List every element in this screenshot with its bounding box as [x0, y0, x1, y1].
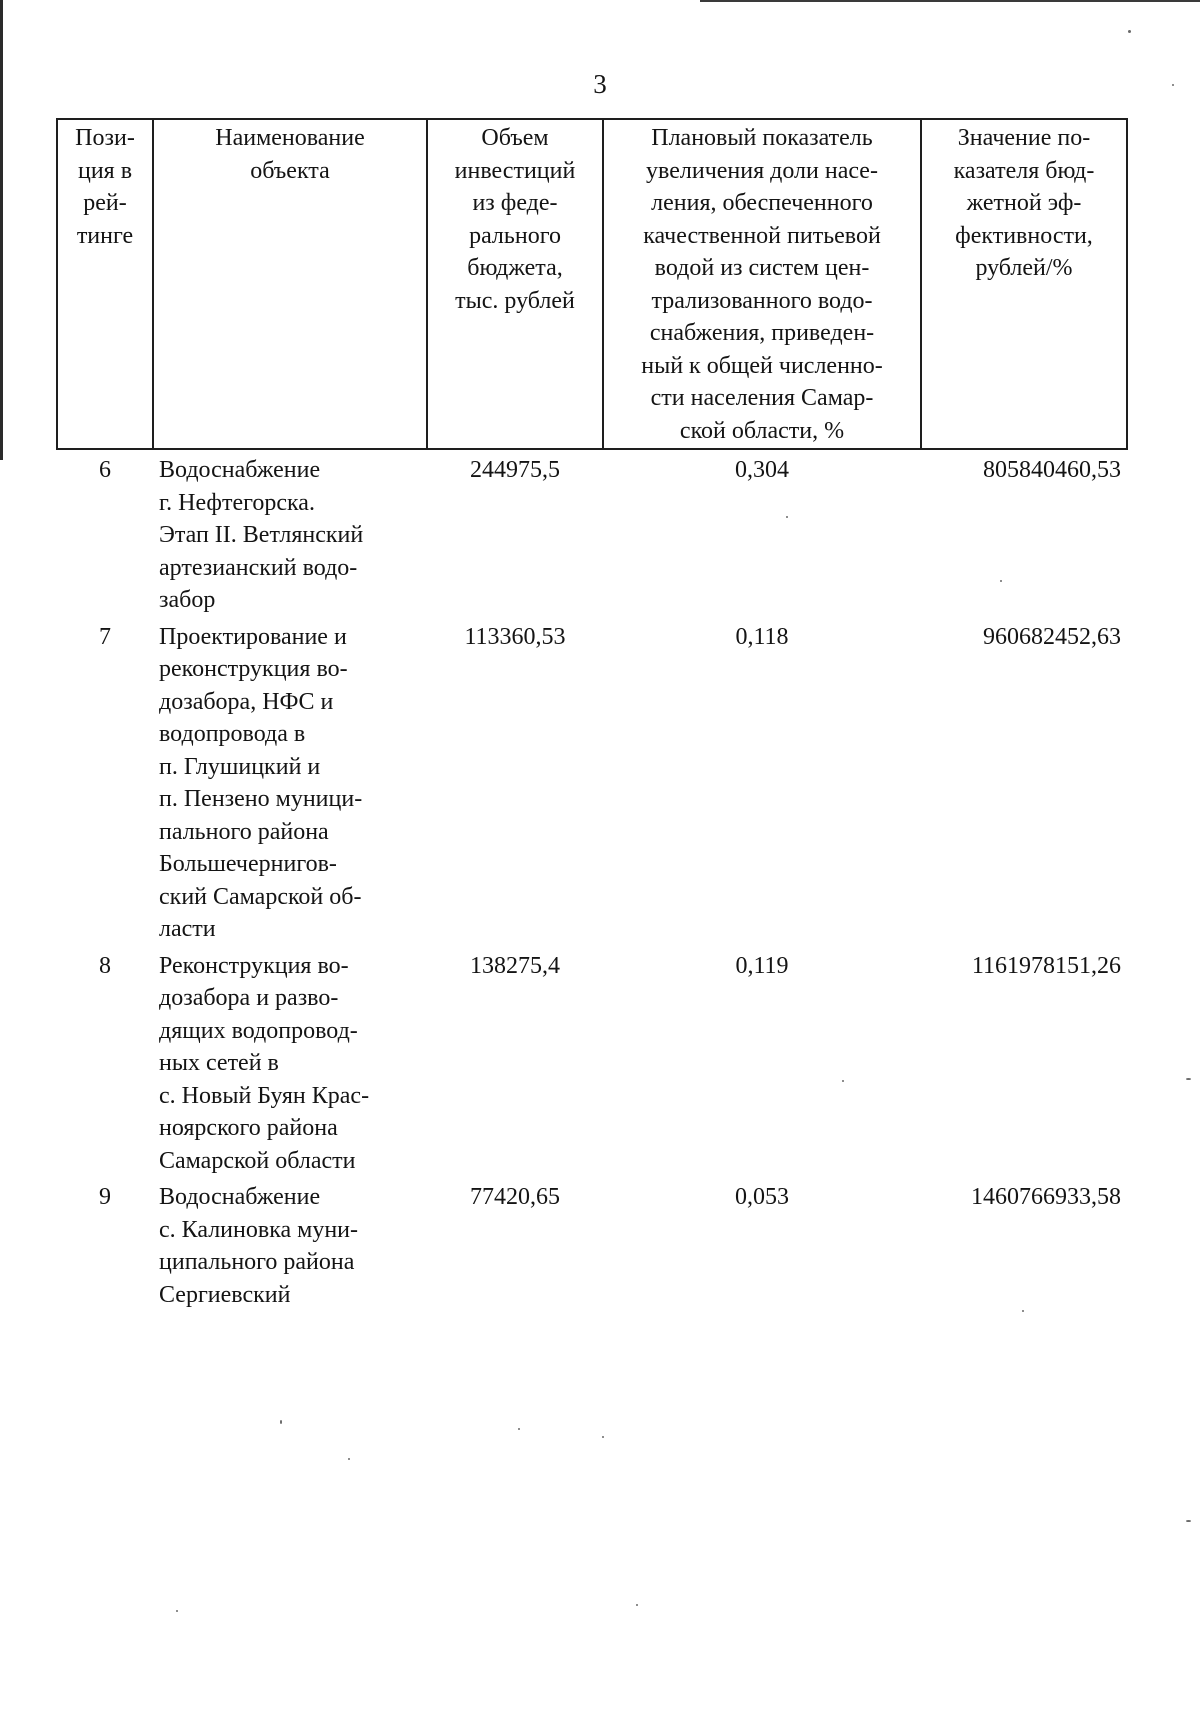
- scan-speck: [1128, 30, 1131, 33]
- table-row: [57, 617, 1127, 946]
- text-line: ный к общей численно-: [641, 352, 883, 379]
- header-efficiency: [921, 119, 1127, 449]
- cell-investment: 244975,5: [470, 457, 560, 483]
- cell-object-name: [153, 449, 427, 617]
- scan-speck: [518, 1428, 520, 1430]
- text-line: объекта: [250, 157, 330, 184]
- text-line: Пози-: [75, 125, 135, 151]
- cell-position: 6: [99, 457, 111, 483]
- investment-rating-table: [56, 118, 1128, 1311]
- scan-speck: [280, 1420, 282, 1424]
- text-line: качественной питьевой: [643, 222, 881, 249]
- text-line: водопровода в: [159, 721, 306, 747]
- text-line: ласти: [159, 916, 216, 942]
- text-line: Сергиевский: [159, 1281, 291, 1308]
- header-plan-indicator: [603, 119, 921, 449]
- text-line: трализованного водо-: [651, 287, 873, 314]
- text-line: фективности,: [955, 222, 1093, 249]
- text-line: ской области, %: [679, 417, 845, 444]
- cell-investment: 138275,4: [470, 952, 560, 979]
- text-line: рального: [469, 222, 561, 249]
- text-line: снабжения, приведен-: [649, 320, 875, 346]
- text-line: с. Новый Буян Крас-: [159, 1082, 370, 1109]
- text-line: п. Пензено муници-: [159, 786, 363, 812]
- cell-efficiency: 805840460,53: [983, 457, 1121, 483]
- text-line: с. Калиновка муни-: [159, 1216, 359, 1243]
- header-position: [57, 119, 153, 449]
- text-line: ципального района: [159, 1249, 355, 1275]
- scan-speck: [636, 1604, 638, 1606]
- cell-efficiency: 1161978151,26: [971, 952, 1121, 979]
- cell-object-name: [153, 617, 427, 946]
- text-line: п. Глушицкий и: [159, 753, 321, 780]
- cell-position: 8: [99, 952, 111, 979]
- text-line: Значение по-: [957, 125, 1091, 151]
- text-line: ных сетей в: [159, 1050, 279, 1076]
- text-line: бюджета,: [467, 255, 563, 281]
- text-line: из феде-: [472, 190, 558, 216]
- text-line: ления, обеспеченного: [651, 190, 873, 216]
- text-line: ция в: [77, 157, 133, 184]
- text-line: Большечернигов-: [159, 851, 337, 877]
- table-row: [57, 449, 1127, 617]
- text-line: Наименование: [215, 125, 365, 151]
- text-line: казателя бюд-: [953, 157, 1095, 184]
- cell-object-name: [153, 946, 427, 1178]
- text-line: забор: [159, 587, 216, 613]
- text-line: Водоснабжение: [159, 1184, 321, 1210]
- text-line: жетной эф-: [966, 190, 1082, 216]
- text-line: дозабора и разво-: [159, 985, 339, 1011]
- cell-investment: 113360,53: [464, 623, 566, 650]
- cell-efficiency: 960682452,63: [983, 623, 1121, 650]
- text-line: реконструкция во-: [159, 656, 348, 682]
- text-line: г. Нефтегорска.: [159, 489, 315, 516]
- text-line: сти населения Самар-: [650, 385, 874, 411]
- text-line: Этап II. Ветлянский: [159, 522, 364, 548]
- text-line: артезианский водо-: [159, 554, 358, 581]
- text-line: ский Самарской об-: [159, 883, 362, 910]
- text-line: Самарской области: [159, 1147, 356, 1174]
- text-line: водой из систем цен-: [654, 255, 870, 281]
- text-line: тыс. рублей: [455, 287, 575, 314]
- header-investment: [427, 119, 603, 449]
- text-line: дозабора, НФС и: [159, 688, 334, 715]
- cell-position: 9: [99, 1184, 111, 1210]
- text-line: пального района: [159, 818, 329, 845]
- scan-speck: [1186, 1520, 1191, 1522]
- scan-speck: [348, 1458, 350, 1460]
- table-header: [57, 119, 1127, 449]
- text-line: увеличения доли насе-: [646, 157, 878, 184]
- table-row: [57, 1177, 1127, 1311]
- text-line: Водоснабжение: [159, 457, 321, 483]
- text-line: инвестиций: [454, 157, 576, 184]
- cell-plan-indicator: 0,304: [735, 457, 789, 483]
- text-line: Проектирование и: [159, 623, 347, 650]
- table-body: [57, 449, 1127, 1311]
- table-row: [57, 946, 1127, 1178]
- scan-line-top: [700, 0, 1200, 2]
- header-object-name: [153, 119, 427, 449]
- scan-speck: [1186, 1078, 1191, 1080]
- cell-plan-indicator: 0,118: [735, 623, 789, 650]
- scan-speck: [176, 1610, 178, 1612]
- text-line: ноярского района: [159, 1115, 338, 1141]
- cell-object-name: [153, 1177, 427, 1311]
- text-line: рей-: [83, 190, 127, 216]
- text-line: дящих водопровод-: [159, 1017, 358, 1044]
- text-line: Реконструкция во-: [159, 952, 349, 979]
- cell-plan-indicator: 0,053: [735, 1184, 789, 1210]
- cell-efficiency: 1460766933,58: [971, 1184, 1121, 1210]
- scan-speck: [602, 1436, 604, 1438]
- cell-plan-indicator: 0,119: [735, 952, 789, 979]
- cell-investment: 77420,65: [470, 1184, 560, 1210]
- text-line: тинге: [76, 222, 134, 249]
- text-line: Объем: [481, 125, 549, 151]
- text-line: Плановый показатель: [651, 125, 873, 151]
- text-line: рублей/%: [975, 255, 1073, 281]
- page-number: 3: [593, 69, 607, 99]
- cell-position: 7: [99, 623, 111, 650]
